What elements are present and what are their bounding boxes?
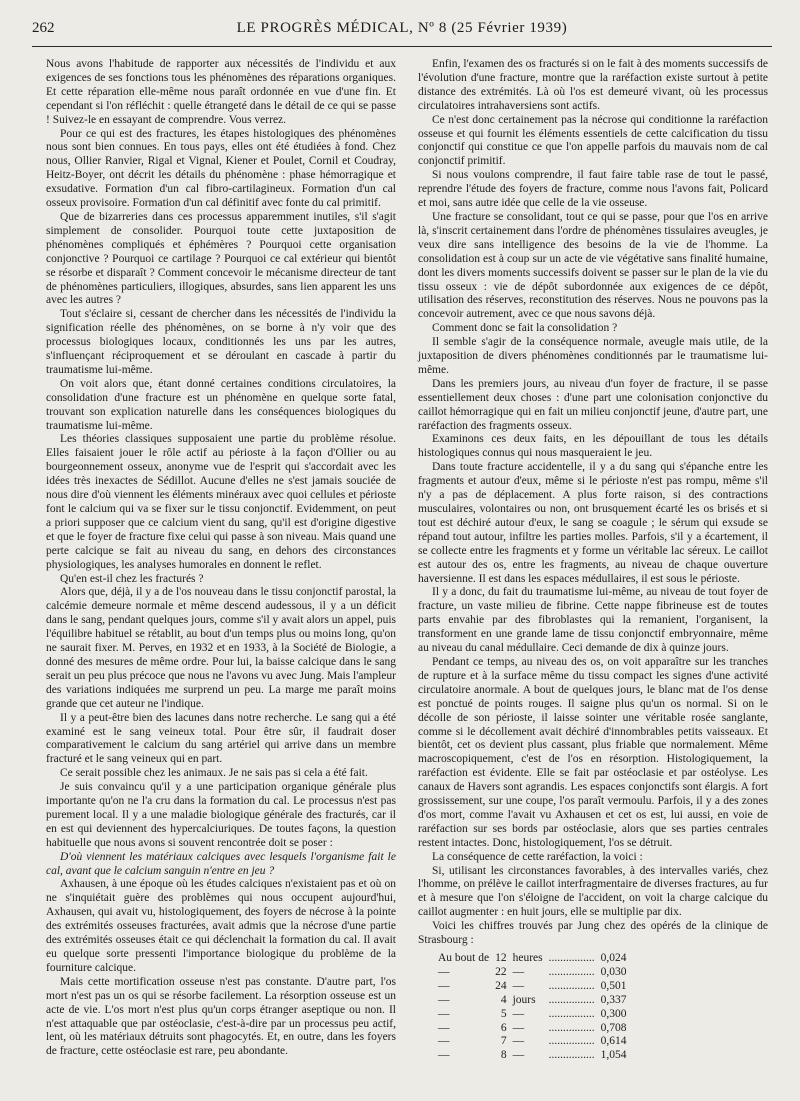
journal-title: LE PROGRÈS MÉDICAL, Nº 8 (25 Février 1939)	[236, 20, 568, 36]
calcium-table	[438, 952, 633, 1063]
paragraph: On voit alors que, étant donné certaines conditions circulatoires, la consolidation d'une fracture est un phénomène en quelque sorte fatal, trouvant son explication naturelle dans les conséquences biologiques du traumatisme lui-même.	[46, 377, 396, 432]
table-cell: 7	[500, 1035, 507, 1048]
paragraph: Axhausen, à une époque où les études calciques n'existaient pas et où on ne s'inquiétait guère des problèmes qui nous occupent aujourd'hui, Axhausen, qui avait vu, histologiquement, des foyers de nécrose à la pointe des extrémités osseuses fracturées, avait admis que la nécrose d'une partie des extrémités osseuses était ce qui déclenchait la formation du cal. Il avait eu quelque sorte pressenti l'importance biologique du problème de la fourniture calcique.	[46, 878, 396, 974]
table-row: — 7 — ................ 0,614	[438, 1035, 633, 1049]
table-cell: 0,708	[600, 1021, 627, 1034]
paragraph: Il y a donc, du fait du traumatisme lui-même, au niveau de tout foyer de fracture, un vaste milieu de fibrine. Cette nappe fibrineuse est de toutes parts envahie par des fibroblastes qui la remanient, l'organisent, la transforment en une grande lame de tissu conjonctif embryonnaire, même au niveau du canal médullaire. Ceci demande de dix à quinze jours.	[418, 586, 768, 655]
table-cell: 1,054	[600, 1049, 627, 1062]
paragraph: Tout s'éclaire si, cessant de chercher dans les nécessités de l'individu la signification réelle des phénomènes, on se borne à n'y voir que des processus biologiques locaux, conditionnés les uns par les autres, s'influençant réciproquement et se déroulant en cascade à partir du traumatisme lui-même.	[46, 308, 396, 376]
table-cell: 0,024	[600, 952, 627, 964]
table-row: — 24 — ................ 0,501	[438, 980, 633, 994]
left-column	[46, 58, 396, 1059]
paragraph: La conséquence de cette raréfaction, la voici :	[432, 850, 643, 863]
table-cell: 24	[495, 979, 507, 992]
page-number: 262	[32, 20, 55, 36]
table-cell: —	[512, 1007, 525, 1020]
right-column	[418, 58, 768, 1063]
paragraph: Comment donc se fait la consolidation ?	[432, 322, 618, 335]
paragraph: Mais cette mortification osseuse n'est pas constante. D'autre part, l'os mort n'est pas un os qui se résorbe facilement. La résorption osseuse est un acte de vie. L'os mort n'est plus qu'un corps étranger aseptique ou non. Il n'est attaquable que par ostéoclasie, c'est-à-dire par un processus peu actif, lent, où les matériaux détruits sont phagocytés. Et, en outre, dans les foyers de fracture, cette ostéoclasie est rare, peu abondante.	[46, 975, 396, 1058]
paragraph: Il y a peut-être bien des lacunes dans notre recherche. Le sang qui a été examiné est le sang veineux total. Pour être sûr, il faudrait doser comparativement le calcium du sang artériel qui arrive dans un membre fracturé et le sang veineux qui en part.	[46, 711, 396, 766]
table-cell: —	[512, 1049, 525, 1062]
table-cell: —	[438, 1021, 450, 1034]
table-cell: Au bout de	[438, 952, 490, 964]
table-cell: 8	[500, 1049, 507, 1062]
paragraph: Enfin, l'examen des os fracturés si on le fait à des moments successifs de l'évolution d'une fracture, montre que la raréfaction existe surtout à petite distance des extrémités. Là où l'os est demeuré vivant, où les processus circulatoires intrahaversiens sont actifs.	[418, 58, 768, 112]
table-cell: 0,501	[600, 979, 627, 992]
paragraph: Une fracture se consolidant, tout ce qui se passe, pour que l'os en arrive là, s'inscrit certainement dans l'ordre de phénomènes tissulaires aveugles, je veux dire sans intelligence des besoins de la vie de l'homme. La consolidation est à coup sur un acte de vie végétative sans finalité humaine, dont les divers moments successifs doivent se passer sur le plan de la vie du tissu osseux : vie de dépôt subordonnée aux exigences de ce dépôt, utilisation des réserves, reconstitution des réserves. Nous ne pouvons pas la concevoir autrement, avec ce que nous savons déjà.	[418, 210, 768, 321]
italic-paragraph: D'où viennent les matériaux calciques avec lesquels l'organisme fait le cal, avant que le calcium sanguin n'entre en jeu ?	[46, 850, 396, 877]
table-cell: —	[438, 993, 450, 1006]
table-cell: 6	[500, 1021, 507, 1034]
table-cell: jours	[512, 993, 536, 1006]
table-row: — 5 — ................ 0,300	[438, 1008, 633, 1022]
table-cell: 0,614	[600, 1035, 627, 1048]
table-row: — 4 jours ................ 0,337	[438, 994, 633, 1008]
table-cell: 0,337	[600, 993, 627, 1006]
table-cell: —	[438, 979, 450, 992]
paragraph: Ce serait possible chez les animaux. Je ne sais pas si cela a été fait.	[60, 767, 368, 780]
table-row: Au bout de 12 heures ................ 0,024	[438, 952, 633, 966]
table-cell: —	[438, 1035, 450, 1048]
table-cell: —	[512, 979, 525, 992]
table-cell: —	[438, 965, 450, 978]
paragraph: Dans les premiers jours, au niveau d'un foyer de fracture, il se passe essentiellement deux choses : d'une part une colonisation conjonctive du caillot hémorragique qui en fait un milieu conjonctif jeune, d'autre part, une raréfaction des fragments osseux.	[418, 377, 768, 432]
running-header	[32, 20, 772, 40]
table-cell: —	[512, 965, 525, 978]
paragraph: Nous avons l'habitude de rapporter aux nécessités de l'individu et aux exigences de ses fonctions tous les phénomènes des réparations organiques. Et cette réparation elle-même nous paraît ordonnée en vue d'une fin. Et cependant si l'on réfléchit : quelle étrangeté dans le détail de ce qui se passe ! Suivez-le en essayant de comprendre. Vous verrez.	[46, 58, 396, 126]
paragraph: Ce n'est donc certainement pas la nécrose qui conditionne la raréfaction osseuse et qui fournit les éléments essentiels de cette calcification du tissu conjonctif qui constitue ce que l'on appelle parfois du mauvais nom de cal conjonctif primitif.	[418, 113, 768, 168]
paragraph: Voici les chiffres trouvés par Jung chez des opérés de la clinique de Strasbourg :	[418, 920, 768, 947]
table-cell: —	[512, 1035, 525, 1048]
paragraph: Dans toute fracture accidentelle, il y a du sang qui s'épanche entre les fragments et autour d'eux, même si le périoste n'est pas rompu, même s'il n'y a pas de déplacement. A plus forte raison, si des contractions musculaires, volontaires ou non, ont brusquement écarté les os brisés et si tout est déchiré autour d'eux, le sang se coagule ; le sérum qui exsude se répand tout autour, infiltre les parties molles. Parfois, s'il y a écartement, il se collecte entre les fragments et y forme un véritable lac séreux. Le caillot est autour des os, entre les fragments, au niveau de chaque ouverture haversienne. Il est dans les espaces médullaires, il est sous le périoste.	[418, 461, 768, 585]
paragraph: Pendant ce temps, au niveau des os, on voit apparaître sur les tranches de rupture et à la surface même du tissu compact les signes d'une activité circulatoire anormale. A bout de quelques jours, le blanc mat de l'os dense est ponctué de points rouges. Il saigne plus qu'un os normal. Si on le décolle de son périoste, il laisse sointer une véritable rosée sanglante, comme si le décollement avait déchiré d'innombrables petits vaisseaux. Et bientôt, cet os devient plus cassant, plus friable que normalement. Même macroscopiquement, c'est de l'os en résorption. Histologiquement, la raréfaction est évidente. Elle se fait par ostéoclasie et par ostéolyse. Les canaux de Havers sont agrandis. Les espaces conjonctifs sont élargis. A fort grossissement, sur une coupe, l'os paraît vermoulu. Parfois, il y a des zones d'os mort, comme l'avait vu Axhausen et cet os est, lui aussi, en voie de raréfaction sur ses bords par ostéoclasie, alors que ses parties centrales restent intactes. Donc, histologiquement, l'os se détruit.	[418, 655, 768, 849]
table-cell: heures	[512, 952, 543, 964]
paragraph: Pour ce qui est des fractures, les étapes histologiques des phénomènes nous sont bien connues. En tous pays, elles ont été étudiées à fond. Chez nous, Ollier Ranvier, Rigal et Vignal, Kiener et Poulet, Cornil et Coudray, Heitz-Boyer, ont décrit les détails du phénomène : phase hémorragique et exsudative. Formation d'un cal fibro-cartilagineux. Formation d'un cal osseux provisoire. Formation d'un cal définitif avec fonte du cal primitif.	[46, 127, 396, 210]
paragraph: Les théories classiques supposaient une partie du problème résolue. Elles faisaient jouer le rôle actif au périoste à la façon d'Ollier ou au bourgeonnement osseux, anonyme vue de l'esprit qui s'accordait avec les idées très inexactes de Sédillot. Aucune d'elles ne s'est jamais souciée de nous dire d'où viennent les éléments minéraux avec quoi cellules et périoste font le calcium qui va se fixer sur le tissu conjonctif. Evidemment, on peut a priori supposer que ce calcium vient du sang, qu'il est d'origine digestive et que le foyer de fracture fixe celui qui passe à son niveau. Mais quand une perte calcique se fait au niveau du sang, en dehors des circonstances physiologiques, les analyses humorales en donnent le reflet.	[46, 433, 396, 571]
paragraph: Si, utilisant les circonstances favorables, à des intervalles variés, chez l'homme, on prélève le caillot interfragmentaire de diverses fractures, au fur et à mesure que l'on s'éloigne de l'accident, on voit la charge calcique du caillot augmenter : en huit jours, elle se multiplie par dix.	[418, 864, 768, 919]
table-cell: 5	[500, 1007, 507, 1020]
paragraph: Alors que, déjà, il y a de l'os nouveau dans le tissu conjonctif parostal, la calcémie demeure normale et même descend audessous, il y a un déficit dans le sang, pendant quelques jours, comme s'il y avait alors un appel, puis l'équilibre habituel se rétablit, au bout d'un temps plus ou moins long, qu'on ne saurait fixer. M. Perves, en 1932 et en 1933, à la Société de Biologie, a donné des mesures de même ordre. Pour lui, la baisse calcique dans le sang serait un peu plus précoce que nous ne l'avons vu avec Jung. Mais l'ampleur des variations indiquées me surprend un peu. La marge me paraît moins grande que cet auteur ne l'indique.	[46, 586, 396, 710]
italic-paragraph: Je suis convaincu qu'il y a une participation organique générale plus importante qu'on ne l'a cru dans la formation du cal. Le processus n'est pas purement local. Il y a une maladie biologique générale des fracturés, car il en est qui deviennent des hypercalciuriques. De toutes façons, la question habituelle que nous avons si souvent rencontrée doit se poser :	[46, 781, 396, 849]
paragraph: Que de bizarreries dans ces processus apparemment inutiles, s'il s'agit simplement de consolider. Pourquoi toute cette juxtaposition de phénomènes compliqués et éphémères ? Pourquoi cette organisation conjonctive ? Pourquoi ce cartilage ? Pourquoi ce cal extérieur qui bientôt se résorbe et disparaît ? Comment concevoir le mécanisme directeur de tant de phénomènes particuliers, illogiques, absurdes, sans lien apparent les uns avec les autres ?	[46, 210, 396, 307]
table-cell: 22	[495, 965, 507, 978]
paragraph: Examinons ces deux faits, en les dépouillant de tous les détails histologiques connus qui nous masqueraient le jeu.	[418, 433, 768, 460]
paragraph: Si nous voulons comprendre, il faut faire table rase de tout le passé, reprendre l'étude des foyers de fracture, comme nous l'avons fait, Policard et moi, sans autre idée que celle de la vie osseuse.	[418, 169, 768, 210]
table-row: — 6 — ................ 0,708	[438, 1022, 633, 1036]
table-cell: 0,030	[600, 965, 627, 978]
table-cell: 12	[495, 952, 507, 964]
table-row: — 8 — ................ 1,054	[438, 1049, 633, 1063]
paragraph: Il semble s'agir de la conséquence normale, aveugle mais utile, de la juxtaposition de divers phénomènes conditionnés par le traumatisme lui-même.	[418, 336, 768, 376]
table-cell: —	[438, 1049, 450, 1062]
table-row: — 22 — ................ 0,030	[438, 966, 633, 980]
header-rule	[32, 46, 772, 47]
paragraph: Qu'en est-il chez les fracturés ?	[60, 572, 204, 585]
table-cell: 4	[500, 993, 507, 1006]
table-cell: —	[438, 1007, 450, 1020]
table-cell: 0,300	[600, 1007, 627, 1020]
table-cell: —	[512, 1021, 525, 1034]
